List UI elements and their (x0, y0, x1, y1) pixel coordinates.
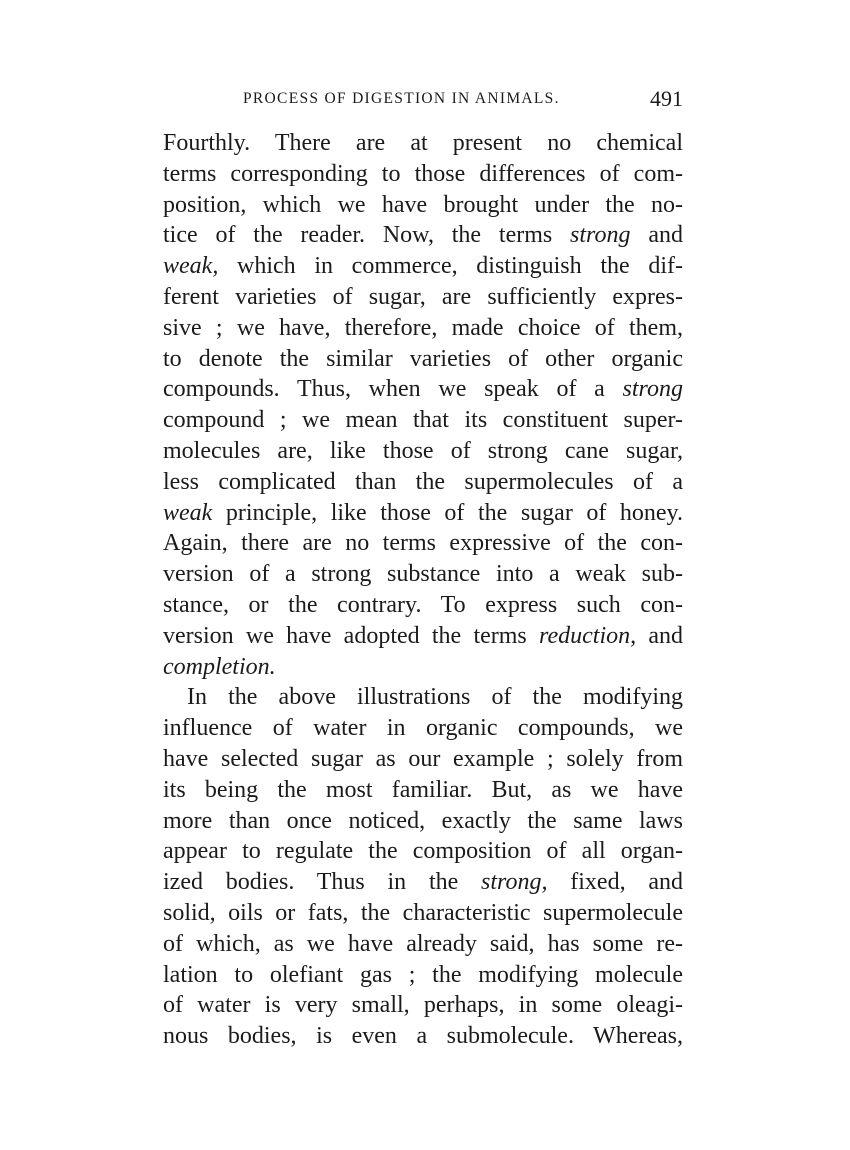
page-number: 491 (650, 86, 683, 111)
text-segment: of water is very small, perhaps, in some oleagi- (163, 992, 683, 1019)
text-segment: compound ; we mean that its constituent super- (163, 407, 683, 434)
text-segment: solid, oils or fats, the characteristic supermolecule (163, 899, 683, 926)
text-line (163, 836, 683, 867)
text-segment: to denote the similar varieties of other organic (163, 345, 683, 372)
text-line (163, 528, 683, 559)
italic-term: strong, (481, 869, 548, 896)
text-segment: position, which we have brought under the no- (163, 191, 683, 218)
text-line (163, 621, 683, 652)
italic-term: weak (163, 499, 213, 526)
text-segment: ferent varieties of sugar, are sufficiently expres- (163, 283, 683, 310)
text-line (163, 467, 683, 498)
text-line (163, 128, 683, 159)
text-segment: and (630, 222, 683, 249)
text-line (163, 498, 683, 529)
text-line (163, 929, 683, 960)
text-segment: nous bodies, is even a submolecule. Whereas, (163, 1023, 683, 1050)
text-line (163, 374, 683, 405)
text-segment: lation to olefiant gas ; the modifying molecule (163, 961, 683, 988)
text-segment: ized bodies. Thus in the (163, 869, 482, 896)
text-segment: its being the most familiar. But, as we have (163, 776, 683, 803)
text-line (163, 405, 683, 436)
text-segment: In the above illustrations of the modifying (187, 684, 683, 711)
text-line (163, 190, 683, 221)
italic-term: completion. (163, 653, 276, 680)
italic-term: strong (622, 376, 683, 403)
text-line (163, 898, 683, 929)
italic-term: weak, (163, 253, 219, 280)
text-line (163, 1021, 683, 1052)
italic-term: strong (570, 222, 631, 249)
text-segment: have selected sugar as our example ; solely from (163, 745, 683, 772)
text-segment: compounds. Thus, when we speak of a (163, 376, 623, 403)
text-line (163, 713, 683, 744)
text-line (163, 960, 683, 991)
text-line (163, 159, 683, 190)
running-title: PROCESS OF DIGESTION IN ANIMALS. (243, 90, 560, 107)
text-line (163, 990, 683, 1021)
text-line (163, 806, 683, 837)
text-segment: appear to regulate the composition of all organ- (163, 838, 683, 865)
text-segment: and (636, 622, 684, 649)
text-segment: version we have adopted the terms (163, 622, 540, 649)
text-segment: fixed, and (547, 869, 684, 896)
text-line (163, 590, 683, 621)
text-segment: terms corresponding to those differences of com- (163, 160, 683, 187)
text-line (163, 313, 683, 344)
text-line (163, 775, 683, 806)
text-line (163, 436, 683, 467)
text-line (163, 559, 683, 590)
text-line (163, 251, 683, 282)
text-segment: Fourthly. There are at present no chemical (163, 130, 683, 156)
text-segment: version of a strong substance into a weak sub- (163, 561, 683, 588)
text-segment: Again, there are no terms expressive of the con- (163, 530, 683, 557)
text-segment: stance, or the contrary. To express such con- (163, 591, 683, 618)
text-segment: which in commerce, distinguish the dif- (218, 253, 683, 280)
text-line (163, 344, 683, 375)
text-line (163, 744, 683, 775)
text-line (163, 652, 683, 683)
text-line (163, 867, 683, 898)
body-text (163, 128, 683, 1052)
text-segment: sive ; we have, therefore, made choice of them, (163, 314, 683, 341)
running-head (243, 86, 683, 116)
text-segment: less complicated than the supermolecules of a (163, 468, 683, 495)
text-segment: of which, as we have already said, has some re- (163, 930, 683, 957)
text-line (163, 282, 683, 313)
text-line (163, 220, 683, 251)
text-segment: molecules are, like those of strong cane sugar, (163, 437, 683, 464)
text-segment: tice of the reader. Now, the terms (163, 222, 571, 249)
text-line (163, 682, 683, 713)
text-segment: influence of water in organic compounds, we (163, 715, 683, 742)
text-segment: more than once noticed, exactly the same laws (163, 807, 683, 834)
text-segment: principle, like those of the sugar of honey. (212, 499, 683, 526)
italic-term: reduction, (539, 622, 637, 649)
